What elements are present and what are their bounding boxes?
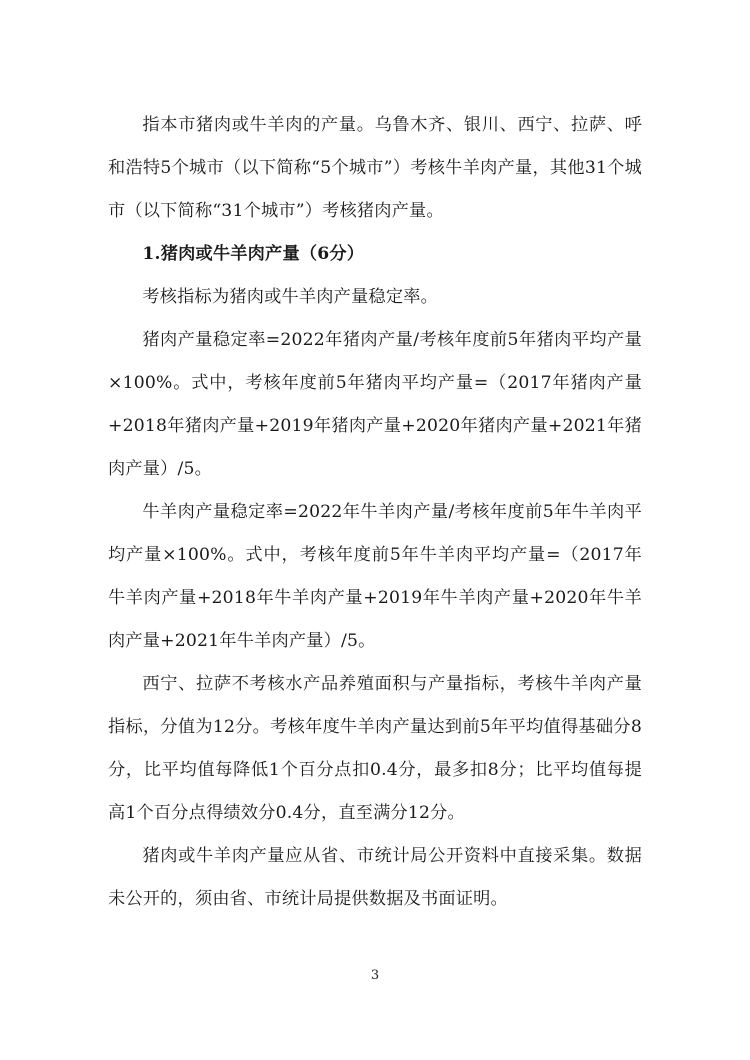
page-body: [108, 104, 642, 921]
page-number: 3: [370, 968, 380, 983]
section-heading: 1.猪肉或牛羊肉产量（6分）: [142, 244, 365, 264]
paragraph: 猪肉产量稳定率=2022年猪肉产量/考核年度前5年猪肉平均产量×100%。式中，考核年度前5年猪肉平均产量=（2017年猪肉产量+2018年猪肉产量+2019年猪肉产量+2020年猪肉产量+2021年猪肉产量）/5。: [108, 330, 642, 479]
paragraph: 牛羊肉产量稳定率=2022年牛羊肉产量/考核年度前5年牛羊肉平均产量×100%。式中，考核年度前5年牛羊肉平均产量=（2017年牛羊肉产量+2018年牛羊肉产量+2019年牛羊肉产量+2020年牛羊肉产量+2021年牛羊肉产量）/5。: [108, 502, 642, 651]
paragraph: 西宁、拉萨不考核水产品养殖面积与产量指标，考核牛羊肉产量指标，分值为12分。考核年度牛羊肉产量达到前5年平均值得基础分8分，比平均值每降低1个百分点扣0.4分，最多扣8分；比平均值每提高1个百分点得绩效分0.4分，直至满分12分。: [108, 674, 642, 823]
paragraph: 猪肉或牛羊肉产量应从省、市统计局公开资料中直接采集。数据未公开的，须由省、市统计局提供数据及书面证明。: [108, 846, 642, 909]
paragraph: 指本市猪肉或牛羊肉的产量。乌鲁木齐、银川、西宁、拉萨、呼和浩特5个城市（以下简称“5个城市”）考核牛羊肉产量，其他31个城市（以下简称“31个城市”）考核猪肉产量。: [108, 115, 642, 221]
paragraph: 考核指标为猪肉或牛羊肉产量稳定率。: [142, 287, 438, 307]
